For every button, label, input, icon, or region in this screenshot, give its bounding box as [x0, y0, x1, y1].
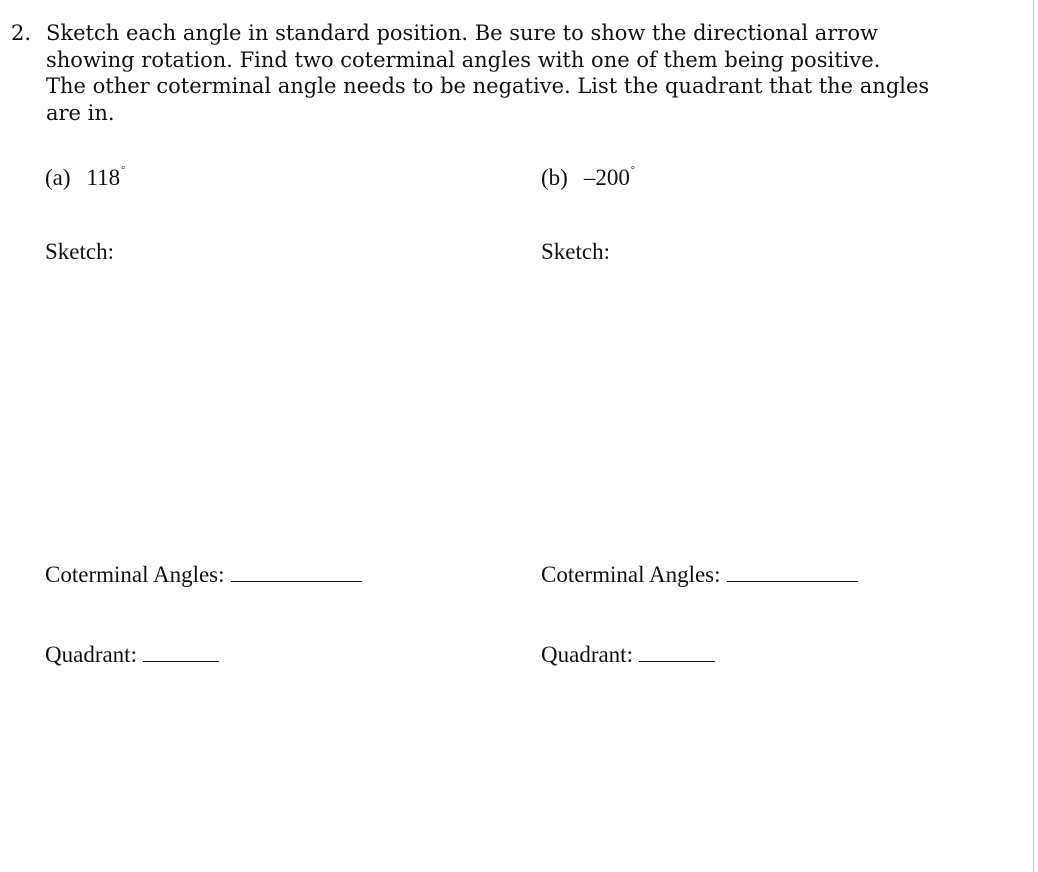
- part-a-coterminal-label: Coterminal Angles:: [45, 562, 225, 587]
- part-a-sketch-label: Sketch:: [45, 239, 114, 264]
- part-b-angle: –200: [583, 165, 630, 190]
- part-a-quadrant-label: Quadrant:: [45, 642, 137, 667]
- page-edge-divider: [1033, 0, 1034, 872]
- part-b-quadrant-label: Quadrant:: [541, 642, 633, 667]
- question-number: 2.: [11, 21, 32, 45]
- part-a-heading: [45, 157, 125, 192]
- part-b-quadrant-answer-blank[interactable]: [639, 641, 715, 662]
- prompt-line: Sketch each angle in standard position. Be sure to show the directional arrow: [46, 21, 878, 45]
- part-b-coterminal-answer-blank[interactable]: [727, 561, 858, 582]
- part-b-heading: [541, 157, 635, 192]
- part-a-quadrant-row: [45, 641, 219, 669]
- prompt-line: showing rotation. Find two coterminal angles with one of them being positive.: [46, 47, 881, 72]
- part-b-degree-symbol: °: [630, 165, 635, 176]
- part-a-angle: 118: [86, 165, 121, 190]
- part-b-quadrant-row: [541, 641, 715, 669]
- part-a-degree-symbol: °: [121, 165, 126, 176]
- prompt-line: The other coterminal angle needs to be negative. List the quadrant that the angles: [46, 74, 930, 98]
- prompt-line: are in.: [46, 100, 115, 125]
- part-b-label: (b): [541, 165, 568, 190]
- question-prompt: [46, 20, 946, 126]
- part-a-label: (a): [45, 165, 71, 190]
- part-a-coterminal-row: [45, 561, 362, 589]
- part-b-sketch-label: Sketch:: [541, 239, 610, 264]
- part-b-coterminal-label: Coterminal Angles:: [541, 562, 721, 587]
- part-a-quadrant-answer-blank[interactable]: [143, 641, 219, 662]
- part-b-coterminal-row: [541, 561, 858, 589]
- part-a-coterminal-answer-blank[interactable]: [231, 561, 362, 582]
